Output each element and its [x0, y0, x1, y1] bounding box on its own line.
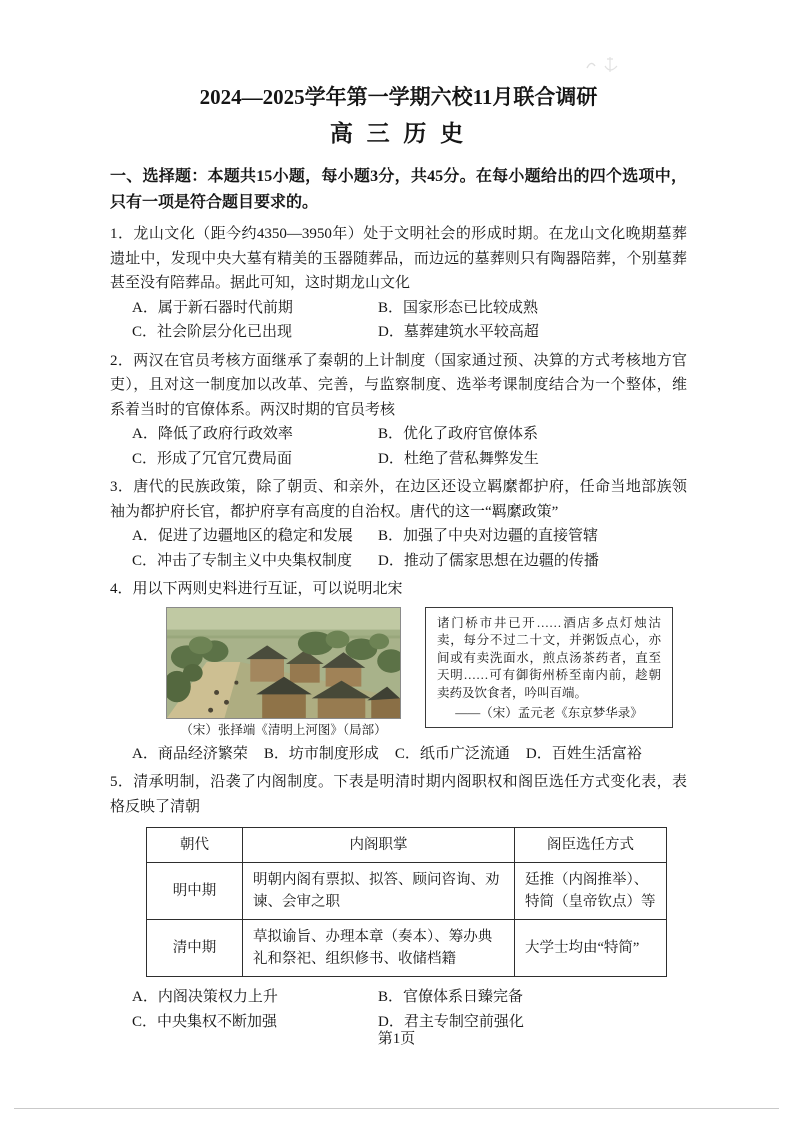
question-3-option-b: B．加强了中央对边疆的直接管辖 — [378, 528, 599, 544]
question-5-option-b: B．官僚体系日臻完备 — [378, 989, 524, 1005]
painting-caption: （宋）张择端《清明上河图》（局部） — [180, 722, 387, 737]
question-2-option-d: D．杜绝了营私舞弊发生 — [378, 450, 539, 467]
table-header-selection: 阁臣选任方式 — [515, 828, 667, 863]
source-quote-box — [425, 607, 673, 729]
page-number: 第1页 — [377, 1031, 416, 1047]
question-1-stem: 1．龙山文化（距今约4350—3950年）处于文明社会的形成时期。在龙山文化晚期墓葬遗址中，发现中央大墓有精美的玉器随葬品，而边远的墓葬则只有陶器陪葬，个别墓葬甚至没有陪葬品。据此可知，这时期龙山文化 — [110, 226, 687, 291]
table-cell-selection: 廷推（内阁推举）、特简（皇帝钦点）等 — [515, 863, 667, 920]
table-row — [147, 863, 667, 920]
cabinet-comparison-table — [146, 827, 667, 977]
question-2-stem: 2．两汉在官员考核方面继承了秦朝的上计制度（国家通过预、决算的方式考核地方官吏），且对这一制度加以改革、完善，与监察制度、选举考课制度结合为一个整体，维系着当时的官僚体系。两汉时期的官员考核 — [110, 352, 687, 418]
question-1-option-b: B．国家形态已比较成熟 — [378, 299, 539, 316]
question-1-option-c: C．社会阶层分化已出现 — [132, 324, 293, 340]
question-2 — [110, 349, 687, 472]
table-header-dynasty: 朝代 — [147, 828, 243, 863]
question-3-option-d: D．推动了儒家思想在边疆的传播 — [378, 552, 599, 569]
question-1 — [110, 222, 687, 345]
qingming-scroll-image — [166, 607, 401, 719]
question-2-option-b: B．优化了政府官僚体系 — [378, 426, 539, 442]
question-1-option-a: A．属于新石器时代前期 — [132, 299, 293, 316]
question-4-figure — [166, 607, 687, 739]
question-4-option-b: B．坊市制度形成 — [263, 745, 379, 762]
question-5-option-a: A．内阁决策权力上升 — [132, 989, 278, 1005]
question-2-options — [132, 422, 687, 471]
document-subject: 高 三 历 史 — [329, 121, 468, 146]
question-3-options — [132, 524, 687, 573]
question-5-option-d: D．君主专制空前强化 — [378, 1013, 524, 1030]
question-1-option-d: D．墓葬建筑水平较高超 — [378, 324, 539, 340]
question-4 — [110, 577, 687, 766]
question-4-options — [132, 742, 687, 767]
table-cell-duties: 明朝内阁有票拟、拟答、顾问咨询、劝谏、会审之职 — [243, 863, 515, 920]
question-4-option-c: C．纸币广泛流通 — [394, 745, 510, 762]
question-5-option-c: C．中央集权不断加强 — [132, 1013, 278, 1030]
question-3-option-c: C．冲击了专制主义中央集权制度 — [132, 552, 353, 569]
section-instructions: 一、选择题：本题共15小题，每小题3分，共45分。在每小题给出的四个选项中，只有一项是符合题目要求的。 — [110, 168, 687, 211]
table-row — [147, 920, 667, 977]
quote-text: 诸门桥市井已开……酒店多点灯烛沽卖，每分不过二十文，并粥饭点心，亦间或有卖洗面水，煎点汤茶药者，直至天明……可有御街州桥至南内前，趁朝卖药及饮食者，吟叫百端。 — [437, 615, 661, 700]
question-3-stem: 3．唐代的民族政策，除了朝贡、和亲外，在边区还设立羁縻都护府，任命当地部族领袖为都护府长官，都护府享有高度的自治权。唐代的这一“羁縻政策” — [110, 479, 687, 520]
document-title: 2024—2025学年第一学期六校11月联合调研 — [199, 85, 598, 109]
table-cell-dynasty: 明中期 — [147, 863, 243, 920]
painting-block — [166, 607, 401, 739]
question-2-option-c: C．形成了冗官冗费局面 — [132, 450, 293, 467]
question-1-options — [132, 296, 687, 345]
question-3-option-a: A．促进了边疆地区的稳定和发展 — [132, 528, 353, 544]
question-2-option-a: A．降低了政府行政效率 — [132, 426, 293, 442]
question-3 — [110, 475, 687, 573]
question-4-option-a: A．商品经济繁荣 — [132, 745, 248, 762]
table-cell-duties: 草拟谕旨、办理本章（奏本）、筹办典礼和祭祀、组织修书、收储档籍 — [243, 920, 515, 977]
question-4-option-d: D．百姓生活富裕 — [525, 745, 642, 762]
question-4-stem: 4．用以下两则史料进行互证，可以说明北宋 — [110, 581, 403, 597]
table-header-duties: 内阁职掌 — [243, 828, 515, 863]
question-5 — [110, 770, 687, 1034]
question-5-stem: 5．清承明制，沿袭了内阁制度。下表是明清时期内阁职权和阁臣选任方式变化表，表格反映了清朝 — [110, 774, 687, 815]
table-cell-dynasty: 清中期 — [147, 920, 243, 977]
quote-attribution: ——（宋）孟元老《东京梦华录》 — [455, 706, 643, 720]
scan-edge-line — [14, 1108, 779, 1109]
scan-artifact-mark — [583, 54, 625, 76]
table-header-row — [147, 828, 667, 863]
table-cell-selection: 大学士均由“特简” — [515, 920, 667, 977]
